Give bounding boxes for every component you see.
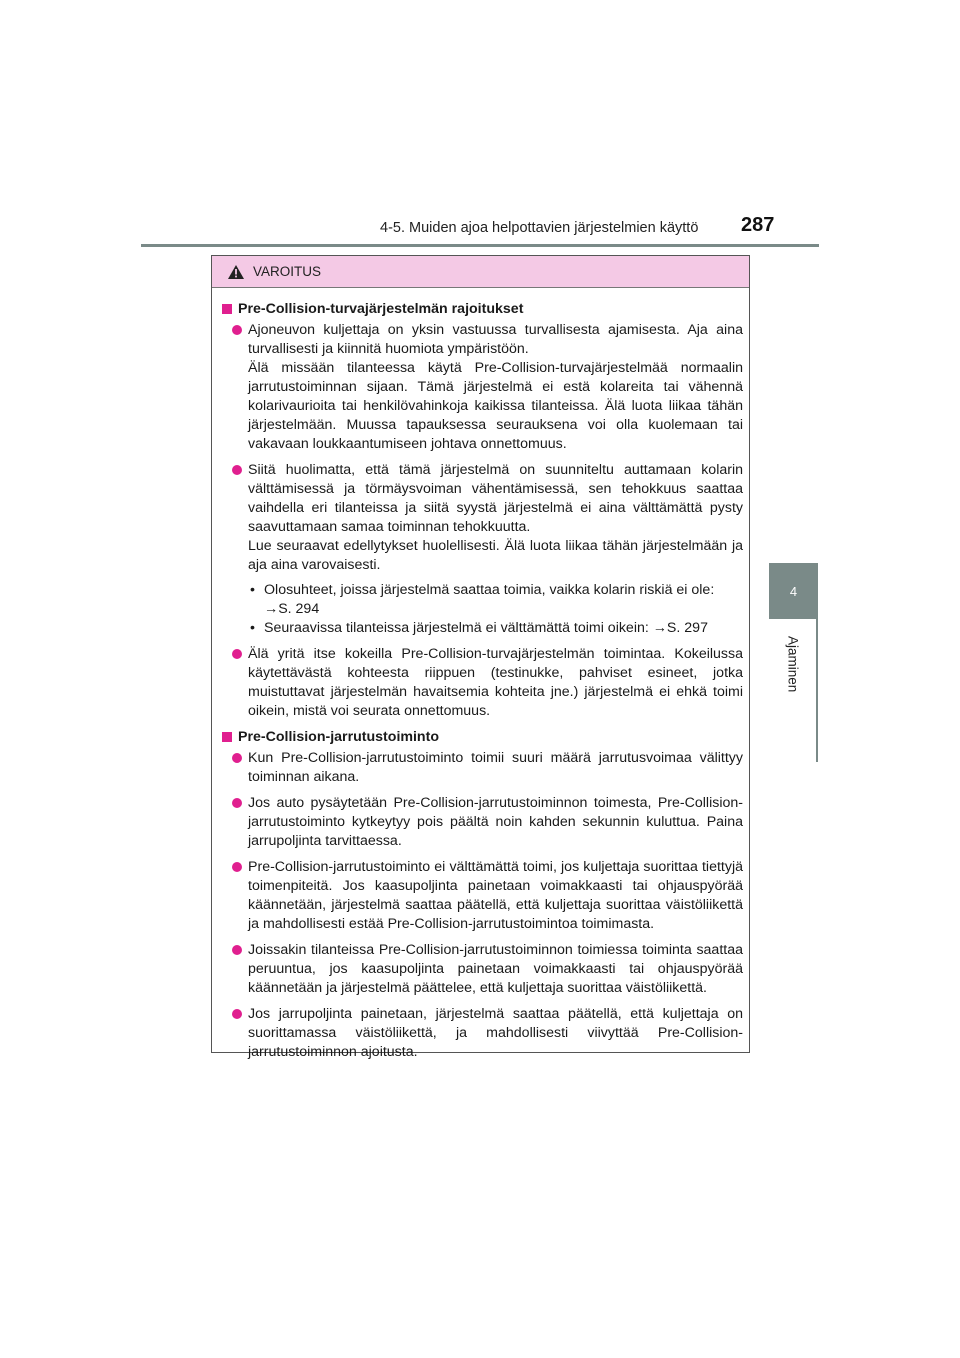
header-divider: [141, 244, 819, 247]
warning-header: [212, 256, 749, 288]
warning-body: [212, 288, 749, 1062]
circle-bullet-icon: [232, 325, 242, 335]
section-title-limitations: [220, 300, 743, 319]
circle-bullet-icon: [232, 753, 242, 763]
sub-bullet-text: Seuraavissa tilanteissa järjestelmä ei välttämättä toimi oikein: →S. 297: [264, 620, 708, 636]
square-bullet-icon: [222, 304, 232, 314]
list-item: [232, 461, 743, 638]
section-title-text: Pre-Collision-turvajärjestelmän rajoitukset: [238, 301, 524, 317]
page-number: 287: [741, 214, 775, 236]
section-title-braking: [220, 728, 743, 747]
warning-triangle-icon: [227, 264, 245, 280]
page-reference-link[interactable]: →S. 294: [264, 601, 320, 617]
item-paragraph: Lue seuraavat edellytykset huolellisesti. Älä luota liikaa tähän järjestelmään ja aja aina varovaisesti.: [248, 538, 743, 573]
sub-bullet-text: Olosuhteet, joissa järjestelmä saattaa toimia, vaikka kolarin riskiä ei ole:: [264, 582, 715, 598]
bullet-dot-icon: •: [250, 582, 255, 598]
item-paragraph: Ajoneuvon kuljettaja on yksin vastuussa turvallisesta ajamisesta. Aja aina turvallisesti ja kiinnitä huomiota ympäristöön.: [248, 322, 743, 357]
list-item: [232, 1005, 743, 1062]
chapter-tab-rule: [816, 619, 818, 762]
item-paragraph: Jos auto pysäytetään Pre-Collision-jarrutustoiminnon toimesta, Pre-Collision-jarrutustoiminto kytkeytyy pois päältä noin kahden sekunnin kuluttua. Paina jarrupoljinta tarvittaessa.: [248, 795, 743, 849]
warning-box: [211, 255, 750, 1060]
circle-bullet-icon: [232, 1009, 242, 1019]
circle-bullet-icon: [232, 945, 242, 955]
item-paragraph: Kun Pre-Collision-jarrutustoiminto toimii suuri määrä jarrutusvoimaa välittyy toiminnan aikana.: [248, 750, 743, 785]
bullet-dot-icon: •: [250, 620, 255, 636]
list-item: [232, 749, 743, 787]
square-bullet-icon: [222, 732, 232, 742]
warning-label: VAROITUS: [253, 264, 322, 279]
circle-bullet-icon: [232, 465, 242, 475]
list-item: [232, 858, 743, 934]
list-item: [232, 794, 743, 851]
list-item: [232, 645, 743, 721]
sub-bullet: [248, 581, 743, 619]
chapter-number: 4: [789, 583, 798, 599]
item-paragraph: Joissakin tilanteissa Pre-Collision-jarrutustoiminnon toimiessa toiminta saattaa peruuntua, jos kaasupoljinta painetaan voimakkaasti tai ohjauspyörää käännetään ja järjestelmä päättelee, että kuljettaja suorittaa väistöliikettä.: [248, 942, 743, 996]
item-paragraph: Älä yritä itse kokeilla Pre-Collision-turvajärjestelmän toimintaa. Kokeilussa käytettävästä kohteesta riippuen (testinukke, pahviset esineet, jotka muistuttavat järjestelmän havaitsemia kohteita jne.) järjestelmä ei ehkä toimi oikein, mistä voi seurata onnettomuus.: [248, 646, 743, 719]
chapter-label: Ajaminen: [785, 635, 801, 693]
sub-bullet: [248, 619, 743, 638]
item-paragraph: Siitä huolimatta, että tämä järjestelmä on suunniteltu auttamaan kolarin välttämisessä ja törmäysvoiman vähentämisessä, sen tehokkuus saattaa vaihdella eri tilanteissa ja siitä syystä järjestelmä ei aina välttämättä pysty saavuttamaan samaa toiminnan tehokkuutta.: [248, 462, 743, 535]
list-item: [232, 941, 743, 998]
chapter-tab[interactable]: [769, 563, 818, 619]
circle-bullet-icon: [232, 798, 242, 808]
circle-bullet-icon: [232, 649, 242, 659]
item-paragraph: Jos jarrupoljinta painetaan, järjestelmä saattaa päätellä, että kuljettaja on suorittamassa väistöliikettä, ja mahdollisesti viivyttää Pre-Collision-jarrutustoiminnon ajoitusta.: [248, 1006, 743, 1060]
list-item: [232, 321, 743, 454]
section-title-text: Pre-Collision-jarrutustoiminto: [238, 729, 439, 745]
chapter-section-title: 4-5. Muiden ajoa helpottavien järjestelmien käyttö: [380, 220, 699, 236]
circle-bullet-icon: [232, 862, 242, 872]
item-paragraph: Älä missään tilanteessa käytä Pre-Collision-turvajärjestelmää normaalin jarrutustoiminnan sijaan. Tämä järjestelmä ei estä kolareita tai vähennä kolarivaurioita tai henkilövahinkoja kaikissa tilanteissa. Älä luota liikaa tähän järjestelmään. Muussa tapauksessa seurauksena voi olla kuolemaan tai vakavaan loukkaantumiseen johtava onnettomuus.: [248, 360, 743, 452]
item-paragraph: Pre-Collision-jarrutustoiminto ei välttämättä toimi, jos kuljettaja suorittaa tiettyjä toimenpiteitä. Jos kaasupoljinta painetaan voimakkaasti tai ohjauspyörää käännetään, järjestelmä saattaa päätellä, että kuljettaja suorittaa väistöliikettä ja mahdollisesti estää Pre-Collision-jarrutustoimintoa toimimasta.: [248, 859, 743, 932]
